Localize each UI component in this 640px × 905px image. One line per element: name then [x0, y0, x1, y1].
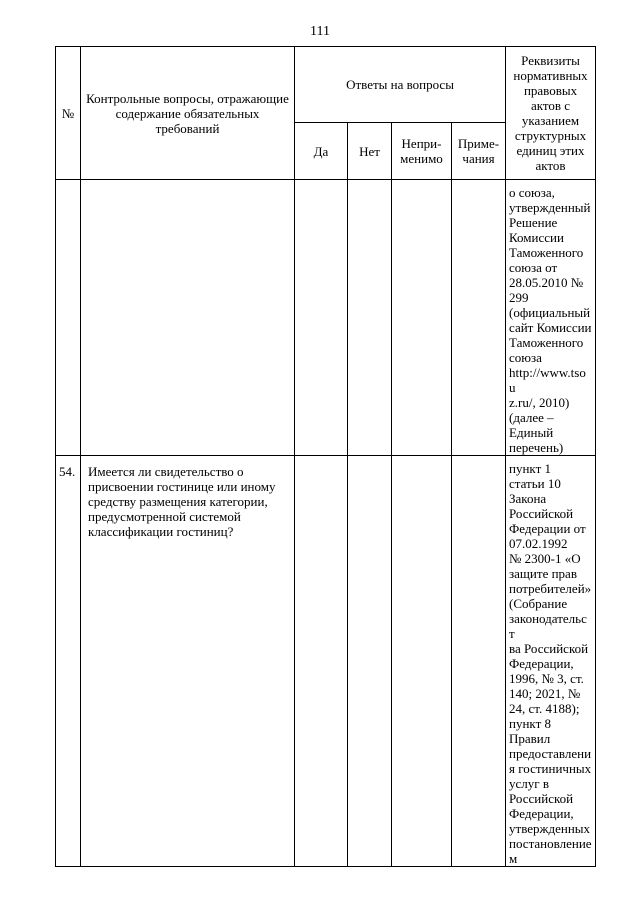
header-no: Нет: [348, 123, 392, 180]
header-yes: Да: [295, 123, 348, 180]
table-row: [56, 180, 596, 456]
answer-no-cell: [348, 180, 392, 456]
header-requisites: Реквизиты нормативных правовых актов с указанием структурных единиц этих актов: [506, 47, 596, 180]
checklist-table: [55, 46, 596, 867]
row-requisites: пункт 1 статьи 10 Закона Российской Федерации от 07.02.1992 № 2300-1 «О защите прав потребителей» (Собрание законодательст ва Российской Федерации, 1996, № 3, ст. 140; 2021, № 24, ст. 4188); пункт 8 Правил предоставлени я гостиничных услуг в Российской Федерации, утвержденных постановление м: [506, 456, 596, 867]
answer-na-cell: [392, 180, 452, 456]
header-notes: Приме- чания: [452, 123, 506, 180]
answer-yes-cell: [295, 456, 348, 867]
answer-na-cell: [392, 456, 452, 867]
answer-note-cell: [452, 180, 506, 456]
header-num: №: [56, 47, 81, 180]
table-row: [56, 456, 596, 867]
header-answers: Ответы на вопросы: [295, 47, 506, 123]
row-number: [56, 180, 81, 456]
row-question: Имеется ли свидетельство о присвоении гостинице или иному средству размещения категории, предусмотренной системой классификации гостиниц?: [81, 456, 295, 867]
answer-no-cell: [348, 456, 392, 867]
header-not-applicable: Непри- менимо: [392, 123, 452, 180]
answer-note-cell: [452, 456, 506, 867]
row-question: [81, 180, 295, 456]
row-requisites: о союза, утвержденный Решение Комиссии Таможенного союза от 28.05.2010 № 299 (официальный сайт Комиссии Таможенного союза http://www.tsou z.ru/, 2010) (далее – Единый перечень): [506, 180, 596, 456]
header-question: Контрольные вопросы, отражающие содержание обязательных требований: [81, 47, 295, 180]
row-number: 54.: [56, 456, 81, 867]
page-number: 111: [310, 24, 330, 39]
answer-yes-cell: [295, 180, 348, 456]
